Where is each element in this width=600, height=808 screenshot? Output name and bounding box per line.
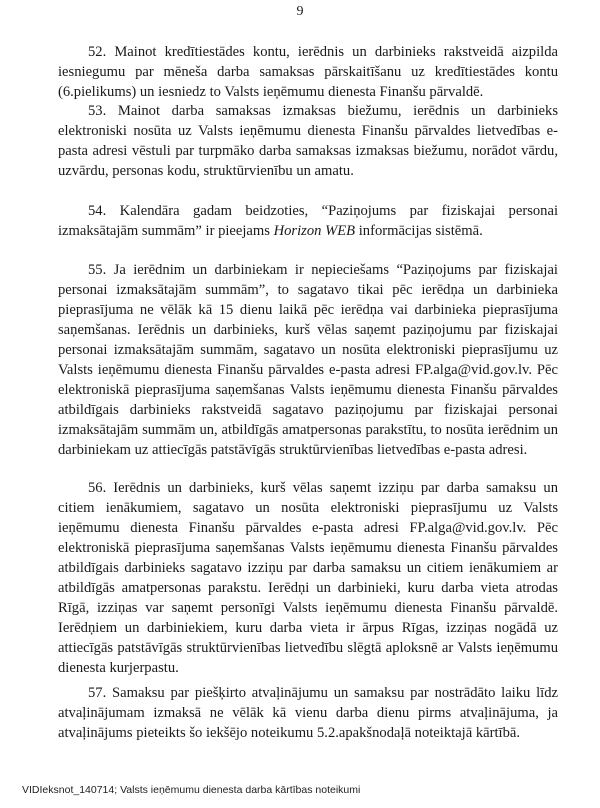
paragraph-56: 56. Ierēdnis un darbinieks, kurš vēlas saņemt izziņu par darba samaksu un citiem ienākumiem, sagatavo un nosūta elektroniski pieprasījumu uz Valsts ieņēmumu dienesta Finanšu pārvaldes e-pasta adresi FP.alga@vid.gov.lv. Pēc elektroniskā pieprasījuma saņemšanas Valsts ieņēmumu dienesta Finanšu pārvaldes atbildīgais darbinieks sagatavo izziņu par darba samaksu un citiem ienākumiem ar atbildīgās amatpersonas parakstu. Ierēdņi un darbinieki, kuru darba vieta atrodas Rīgā, izziņas var saņemt personīgi Valsts ieņēmumu dienesta Finanšu pārvaldē. Ierēdņiem un darbiniekiem, kuru darba vieta ir ārpus Rīgas, izziņas nogādā uz attiecīgās patstāvīgās struktūrvienības lietvedību slēgtā aploksnē ar Valsts ieņēmumu dienesta kurjerpastu. <box>58 480 558 676</box>
paragraph-53: 53. Mainot darba samaksas izmaksas biežumu, ierēdnis un darbinieks elektroniski nosūta uz Valsts ieņēmumu dienesta Finanšu pārvaldes lietvedības e-pasta adresi vēstuli par turpmāko darba samaksas izmaksas biežumu, norādot vārdu, uzvārdu, personas kodu, struktūrvienību un amatu. <box>58 103 558 179</box>
paragraph-54 <box>58 201 558 241</box>
paragraph-54-text-end: informācijas sistēmā. <box>355 223 483 239</box>
paragraph-57: 57. Samaksu par piešķirto atvaļinājumu un samaksu par nostrādāto laiku līdz atvaļinājumam izmaksā ne vēlāk kā vienu darba dienu pirms atvaļinājuma, ja atvaļinājums pieteikts šo iekšējo noteikumu 5.2.apakšnodaļā noteiktajā kārtībā. <box>58 685 558 741</box>
paragraph-55: 55. Ja ierēdnim un darbiniekam ir nepieciešams “Paziņojums par fiziskajai personai izmaksātajām summām”, to sagatavo tikai pēc ierēdņa un darbinieka pieprasījuma ne vēlāk kā 15 dienu laikā pēc ierēdņa vai darbinieka pieprasījuma saņemšanas. Ierēdnis un darbinieks, kurš vēlas saņemt paziņojumu par fiziskajai personai izmaksātajām summām, sagatavo un nosūta elektroniski pieprasījumu uz Valsts ieņēmumu dienesta Finanšu pārvaldes e-pasta adresi FP.alga@vid.gov.lv. Pēc elektroniskā pieprasījuma saņemšanas Valsts ieņēmumu dienesta Finanšu pārvaldes atbildīgais darbinieks rakstveidā sagatavo paziņojumu par fiziskajai personai izmaksātajām summām un, atbildīgās amatpersonas parakstītu, to nosūta ierēdnim un darbiniekam uz attiecīgās patstāvīgās struktūrvienības lietvedības e-pasta adresi. <box>58 262 558 458</box>
page-number: 9 <box>296 4 304 19</box>
document-footer: VIDIeksnot_140714; Valsts ieņēmumu dienesta darba kārtības noteikumi <box>22 784 361 796</box>
system-name-horizon-web: Horizon WEB <box>273 223 356 239</box>
paragraph-54-text-start: 54. Kalendāra gadam beidzoties, “Paziņojums par fiziskajai personai izmaksātajām summām” ir pieejams <box>58 203 558 239</box>
paragraph-52: 52. Mainot kredītiestādes kontu, ierēdnis un darbinieks rakstveidā aizpilda iesniegumu par mēneša darba samaksas pārskaitīšanu uz kredītiestādes kontu (6.pielikums) un iesniedz to Valsts ieņēmumu dienesta Finanšu pārvaldē. <box>58 44 558 100</box>
